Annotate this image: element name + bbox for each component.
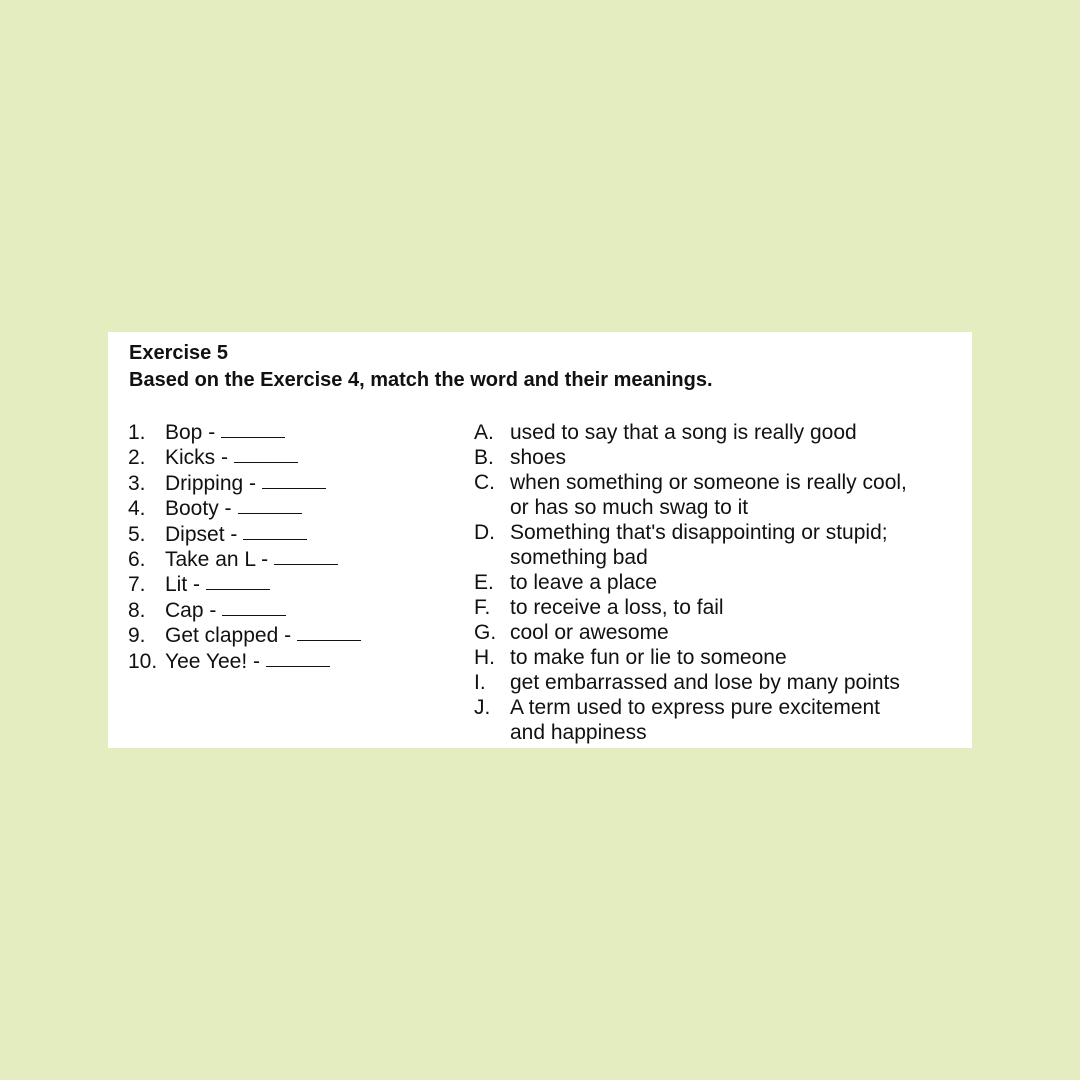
answer-blank[interactable]: [238, 496, 302, 514]
word-item: [128, 420, 361, 445]
meaning-letter: G.: [474, 621, 497, 644]
meaning-text: Something that's disappointing or stupid;: [510, 521, 888, 544]
word-item: [128, 496, 361, 521]
answer-blank[interactable]: [243, 522, 307, 540]
word-number: 5.: [128, 522, 146, 546]
meaning-letter: J.: [474, 696, 491, 719]
meaning-letter: B.: [474, 446, 494, 469]
word-text: Dripping -: [165, 471, 257, 495]
meaning-item: [474, 520, 907, 570]
word-item: [128, 471, 361, 496]
answer-blank[interactable]: [297, 623, 361, 641]
word-text: Cap -: [165, 598, 217, 622]
word-text: Bop -: [165, 421, 216, 444]
word-item: [128, 572, 361, 597]
word-number: 8.: [128, 598, 146, 622]
word-text: Booty -: [165, 497, 232, 521]
word-number: 7.: [128, 573, 146, 597]
answer-blank[interactable]: [222, 598, 286, 616]
answer-blank[interactable]: [234, 445, 298, 463]
word-number: 1.: [128, 421, 146, 444]
meaning-item: [474, 670, 907, 695]
meaning-text: to leave a place: [510, 571, 658, 594]
exercise-card: [108, 332, 972, 748]
word-item: [128, 598, 361, 623]
word-text: Get clapped -: [165, 624, 292, 648]
word-text: Yee Yee! -: [165, 649, 260, 673]
exercise-instruction: Based on the Exercise 4, match the word and their meanings.: [129, 369, 713, 391]
answer-blank[interactable]: [206, 572, 270, 590]
meaning-item: [474, 595, 907, 620]
meaning-text: to make fun or lie to someone: [510, 646, 787, 669]
word-item: [128, 445, 361, 470]
exercise-title: Exercise 5: [129, 342, 228, 364]
meaning-letter: E.: [474, 571, 494, 594]
meaning-text: get embarrassed and lose by many points: [510, 671, 900, 694]
meaning-letter: D.: [474, 521, 495, 544]
word-list: [128, 420, 361, 674]
word-number: 2.: [128, 446, 146, 470]
meaning-item: [474, 645, 907, 670]
word-number: 9.: [128, 624, 146, 648]
meaning-item: [474, 420, 907, 445]
meaning-item: [474, 620, 907, 645]
meaning-letter: H.: [474, 646, 495, 669]
meaning-text: or has so much swag to it: [510, 496, 749, 519]
word-item: [128, 623, 361, 648]
word-text: Take an L -: [165, 548, 269, 572]
word-item: [128, 522, 361, 547]
meaning-text: something bad: [510, 546, 648, 569]
meaning-text: shoes: [510, 446, 567, 469]
meaning-list: [474, 420, 907, 745]
meaning-letter: F.: [474, 596, 491, 619]
exercise-header: [129, 340, 713, 394]
meaning-item: [474, 470, 907, 520]
answer-blank[interactable]: [262, 471, 326, 489]
word-number: 6.: [128, 548, 146, 572]
meaning-text: cool or awesome: [510, 621, 669, 644]
meaning-text: when something or someone is really cool,: [510, 471, 907, 494]
word-text: Lit -: [165, 573, 201, 597]
word-number: 10.: [128, 649, 158, 673]
meaning-item: [474, 445, 907, 470]
meaning-text: used to say that a song is really good: [510, 421, 857, 444]
meaning-text: A term used to express pure excitement: [510, 696, 881, 719]
meaning-letter: A.: [474, 421, 494, 444]
answer-blank[interactable]: [221, 420, 285, 438]
meaning-letter: C.: [474, 471, 495, 494]
answer-blank[interactable]: [274, 547, 338, 565]
word-item: [128, 649, 361, 674]
word-item: [128, 547, 361, 572]
word-number: 4.: [128, 497, 146, 521]
answer-blank[interactable]: [266, 649, 330, 667]
meaning-item: [474, 570, 907, 595]
meaning-item: [474, 695, 907, 745]
meaning-text: and happiness: [510, 721, 647, 744]
word-text: Dipset -: [165, 522, 238, 546]
word-number: 3.: [128, 471, 146, 495]
meaning-letter: I.: [474, 671, 486, 694]
word-text: Kicks -: [165, 446, 228, 470]
meaning-text: to receive a loss, to fail: [510, 596, 724, 619]
